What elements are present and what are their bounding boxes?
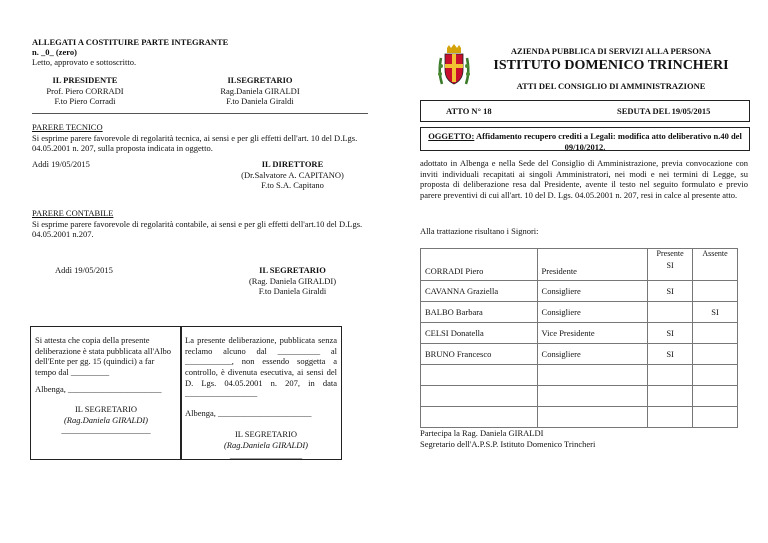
secretary2-signed: F.to Daniela Giraldi bbox=[258, 286, 327, 297]
secretary-title: ILSEGRETARIO bbox=[227, 75, 293, 85]
director-name: (Dr.Salvatore A. CAPITANO) bbox=[241, 169, 344, 180]
oggetto-text: Affidamento recupero crediti a Legali: modifica atto deliberativo n.40 del 09/10/2012. bbox=[475, 131, 742, 152]
executive-secretary bbox=[201, 429, 331, 461]
executive-secretary-line: _________________ bbox=[229, 450, 303, 461]
institute-name: ISTITUTO DOMENICO TRINCHERI bbox=[493, 58, 729, 73]
member-assente bbox=[693, 323, 738, 344]
member-role: Consigliere bbox=[537, 344, 648, 365]
table-row bbox=[421, 344, 738, 365]
publication-secretary bbox=[35, 404, 177, 436]
table-row bbox=[421, 365, 738, 386]
date-contabile: Addì 19/05/2015 bbox=[55, 265, 113, 275]
member-presente: SI bbox=[648, 281, 693, 302]
session-date: SEDUTA DEL 19/05/2015 bbox=[617, 106, 711, 116]
member-name: CELSI Donatella bbox=[421, 323, 538, 344]
allegati-number: n. _0_ (zero) bbox=[32, 47, 77, 57]
member-presente: SI bbox=[666, 261, 674, 270]
member-presente: SI bbox=[648, 323, 693, 344]
member-name: CAVANNA Graziella bbox=[421, 281, 538, 302]
publication-place: Albenga, ______________________ bbox=[35, 384, 162, 394]
member-presente bbox=[648, 302, 693, 323]
parere-contabile-text: Si esprime parere favorevole di regolarità contabile, ai sensi e per gli effetti dell'art.10 del D.Lgs. 04.05.2001 n.207. bbox=[32, 218, 363, 240]
member-role: Consigliere bbox=[537, 281, 648, 302]
parere-contabile-title: PARERE CONTABILE bbox=[32, 208, 114, 218]
header-presente: Presente bbox=[656, 249, 684, 258]
publication-secretary-name: (Rag.Daniela GIRALDI) bbox=[63, 414, 149, 425]
president-signed: F.to Piero Corradi bbox=[54, 96, 116, 107]
executive-secretary-name: (Rag.Daniela GIRALDI) bbox=[223, 439, 309, 450]
table-row bbox=[421, 386, 738, 407]
table-row bbox=[421, 281, 738, 302]
member-role: Vice Presidente bbox=[537, 323, 648, 344]
table-row bbox=[421, 249, 738, 281]
atto-number: ATTO N° 18 bbox=[446, 106, 492, 116]
oggetto-box bbox=[420, 127, 750, 151]
secretary2-signature bbox=[225, 265, 360, 297]
participant-note bbox=[420, 428, 595, 449]
member-name: BRUNO Francesco bbox=[421, 344, 538, 365]
parere-tecnico-text: Si esprime parere favorevole di regolarità tecnica, ai sensi e per gli effetti dell'art. 10 del D.Lgs. 04.05.2001 n. 207, sulla proposta indicata in oggetto. bbox=[32, 132, 358, 154]
executive-text: La presente deliberazione, pubblicata senza reclamo alcuno dal __________ al ___________, non essendo soggetta a controllo, è divenuta esecutiva, ai sensi del D. Lgs. 04.05.2001 n. 207, in data _________________ bbox=[185, 335, 337, 399]
secretary-name: Rag.Daniela GIRALDI bbox=[220, 85, 300, 96]
coat-of-arms-icon bbox=[436, 44, 472, 88]
director-title: IL DIRETTORE bbox=[261, 159, 324, 169]
publication-text: Si attesta che copia della presente deliberazione è stata pubblicata all'Albo dell'Ente per gg. 15 (quindici) a far tempo dal _________ bbox=[35, 335, 172, 377]
publication-secretary-title: IL SEGRETARIO bbox=[74, 404, 138, 414]
secretary-signature bbox=[200, 75, 320, 107]
date-tecnico: Addì 19/05/2015 bbox=[32, 159, 90, 169]
publication-secretary-line: _____________________ bbox=[61, 425, 151, 436]
adoption-paragraph: adottato in Albenga e nella Sede del Consiglio di Amministrazione, previa convocazione con inviti individuali recapitati ai singoli Amministratori, nei modi e nei termini di Legge, su proposta di deliberazione resa dal Presidente, avente il testo nel seguito formulato e previo parere preventivi di cui all'art. 10 del D. Lgs. 04.05.2001 n. 207, resi in calce al presente atto. bbox=[420, 158, 748, 200]
table-row bbox=[421, 302, 738, 323]
approval-note: Letto, approvato e sottoscritto. bbox=[32, 57, 137, 67]
executive-place: Albenga, ______________________ bbox=[185, 408, 312, 418]
member-role: Consigliere bbox=[537, 302, 648, 323]
divider bbox=[32, 113, 368, 114]
president-signature bbox=[30, 75, 140, 107]
parere-contabile bbox=[32, 208, 367, 240]
council-acts: ATTI DEL CONSIGLIO DI AMMINISTRAZIONE bbox=[516, 81, 706, 91]
member-assente: SI bbox=[693, 302, 738, 323]
director-signature bbox=[225, 159, 360, 191]
parere-tecnico bbox=[32, 122, 367, 154]
president-title: IL PRESIDENTE bbox=[52, 75, 118, 85]
president-name: Prof. Piero CORRADI bbox=[46, 85, 124, 96]
attendance-intro: Alla trattazione risultano i Signori: bbox=[420, 226, 539, 236]
publication-box bbox=[30, 326, 182, 460]
director-signed: F.to S.A. Capitano bbox=[261, 180, 324, 191]
agency-name: AZIENDA PUBBLICA DI SERVIZI ALLA PERSONA bbox=[510, 46, 712, 56]
secretary2-name: (Rag. Daniela GIRALDI) bbox=[248, 275, 337, 286]
member-assente bbox=[693, 344, 738, 365]
secretary-signed: F.to Daniela Giraldi bbox=[226, 96, 294, 107]
atto-box bbox=[420, 100, 750, 122]
attendance-table bbox=[420, 248, 738, 428]
table-row bbox=[421, 407, 738, 428]
oggetto-label: OGGETTO: bbox=[428, 131, 475, 141]
allegati-heading: ALLEGATI A COSTITUIRE PARTE INTEGRANTE bbox=[32, 37, 229, 47]
participant-role: Segretario dell'A.P.S.P. Istituto Domenico Trincheri bbox=[420, 438, 596, 449]
participant-name: Partecipa la Rag. Daniela GIRALDI bbox=[420, 428, 544, 438]
member-presente: SI bbox=[648, 344, 693, 365]
member-name: CORRADI Piero bbox=[421, 249, 538, 281]
executive-box bbox=[180, 326, 342, 460]
table-row bbox=[421, 323, 738, 344]
member-name: BALBO Barbara bbox=[421, 302, 538, 323]
parere-tecnico-title: PARERE TECNICO bbox=[32, 122, 103, 132]
header-assente: Assente bbox=[693, 249, 738, 281]
member-assente bbox=[693, 281, 738, 302]
executive-secretary-title: IL SEGRETARIO bbox=[234, 429, 298, 439]
member-role: Presidente bbox=[537, 249, 648, 281]
secretary2-title: IL SEGRETARIO bbox=[259, 265, 326, 275]
